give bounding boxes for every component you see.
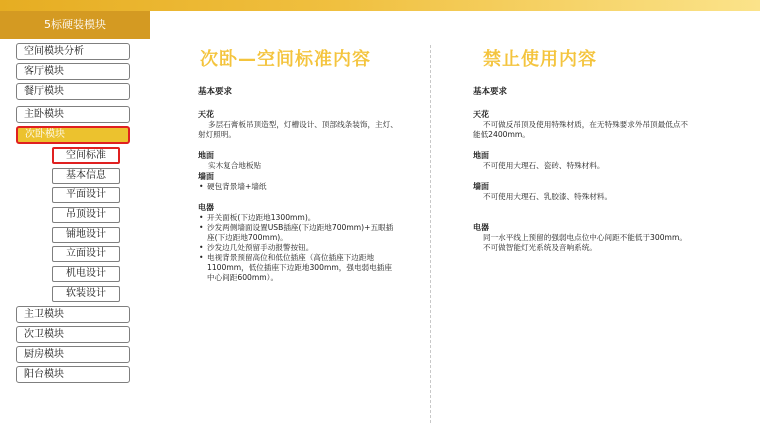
floor-text: 实木复合地板贴 (208, 161, 262, 170)
ceiling-text: 多层石膏板吊顶造型，灯槽设计、顶部线条装饰，主灯、射灯照明。 (198, 120, 398, 139)
sub-item-plan-design[interactable]: 平面设计 (52, 187, 120, 203)
prohibited-content-title: 禁止使用内容 (483, 49, 597, 70)
sub-item-floor-design[interactable]: 铺地设计 (52, 227, 120, 243)
electrical-list-item: • 沙发两侧墙面设置USB插座(下边距地700mm)+五眼插座(下边距地700mm)。 (207, 223, 398, 243)
nav-item-master-bath[interactable]: 主卫模块 (16, 306, 130, 323)
floor-text: 不可使用大理石、瓷砖、特殊材料。 (483, 161, 605, 170)
sub-item-space-standard[interactable]: 空间标准 (52, 147, 120, 164)
column-divider (430, 45, 431, 423)
electrical-text: 不可做智能灯光系统及音响系统。 (483, 243, 597, 252)
wall-heading: 墙面 (198, 172, 214, 181)
sub-nav (52, 147, 120, 302)
sub-item-mep-design[interactable]: 机电设计 (52, 266, 120, 282)
electrical-text: 同一水平线上预留的强弱电点位中心间距不能低于300mm。 (483, 233, 687, 242)
electrical-list-item: • 电视背景预留高位和低位插座（高位插座下边距地1100mm，低位插座下边距地300mm，强电弱电插座中心间距600mm）。 (207, 253, 398, 283)
top-accent-bar (0, 0, 760, 11)
nav-item-kitchen[interactable]: 厨房模块 (16, 346, 130, 363)
electrical-list-item: • 沙发边几处预留手动报警按钮。 (207, 243, 398, 253)
standard-content-column (198, 45, 398, 283)
electrical-heading: 电器 (473, 223, 489, 232)
ceiling-heading: 天花 (473, 110, 489, 119)
basic-requirements-label: 基本要求 (198, 87, 233, 97)
sub-item-elevation-design[interactable]: 立面设计 (52, 246, 120, 262)
electrical-list (198, 213, 398, 283)
wall-heading: 墙面 (473, 182, 489, 191)
wall-list (198, 182, 398, 192)
electrical-list-item: • 开关面板(下边距地1300mm)。 (207, 213, 398, 223)
wall-text: 不可使用大理石、乳胶漆、特殊材料。 (483, 192, 613, 201)
nav-item-second-bath[interactable]: 次卫模块 (16, 326, 130, 343)
nav-item-dining-room[interactable]: 餐厅模块 (16, 83, 130, 100)
floor-heading: 地面 (198, 151, 214, 160)
ceiling-text: 不可做反吊顶及使用特殊材质，在无特殊要求外吊顶最低点不能低2400mm。 (473, 120, 689, 139)
section-tab[interactable]: 5标硬装模块 (0, 11, 150, 39)
basic-requirements-label: 基本要求 (473, 87, 508, 97)
module-nav (16, 43, 130, 386)
nav-item-living-room[interactable]: 客厅模块 (16, 63, 130, 80)
standard-content-title: 次卧—空间标准内容 (200, 49, 371, 70)
sub-item-ceiling-design[interactable]: 吊顶设计 (52, 207, 120, 223)
sub-item-soft-design[interactable]: 软装设计 (52, 286, 120, 302)
floor-heading: 地面 (473, 151, 489, 160)
nav-item-space-analysis[interactable]: 空间模块分析 (16, 43, 130, 60)
nav-item-master-bedroom[interactable]: 主卧模块 (16, 106, 130, 123)
nav-item-balcony[interactable]: 阳台模块 (16, 366, 130, 383)
sub-item-basic-info[interactable]: 基本信息 (52, 168, 120, 184)
ceiling-heading: 天花 (198, 110, 214, 119)
prohibited-content-column (473, 45, 693, 253)
wall-list-item: • 硬包背景墙+墙纸 (207, 182, 398, 192)
nav-item-second-bedroom[interactable]: 次卧模块 (16, 126, 130, 144)
electrical-heading: 电器 (198, 203, 214, 212)
